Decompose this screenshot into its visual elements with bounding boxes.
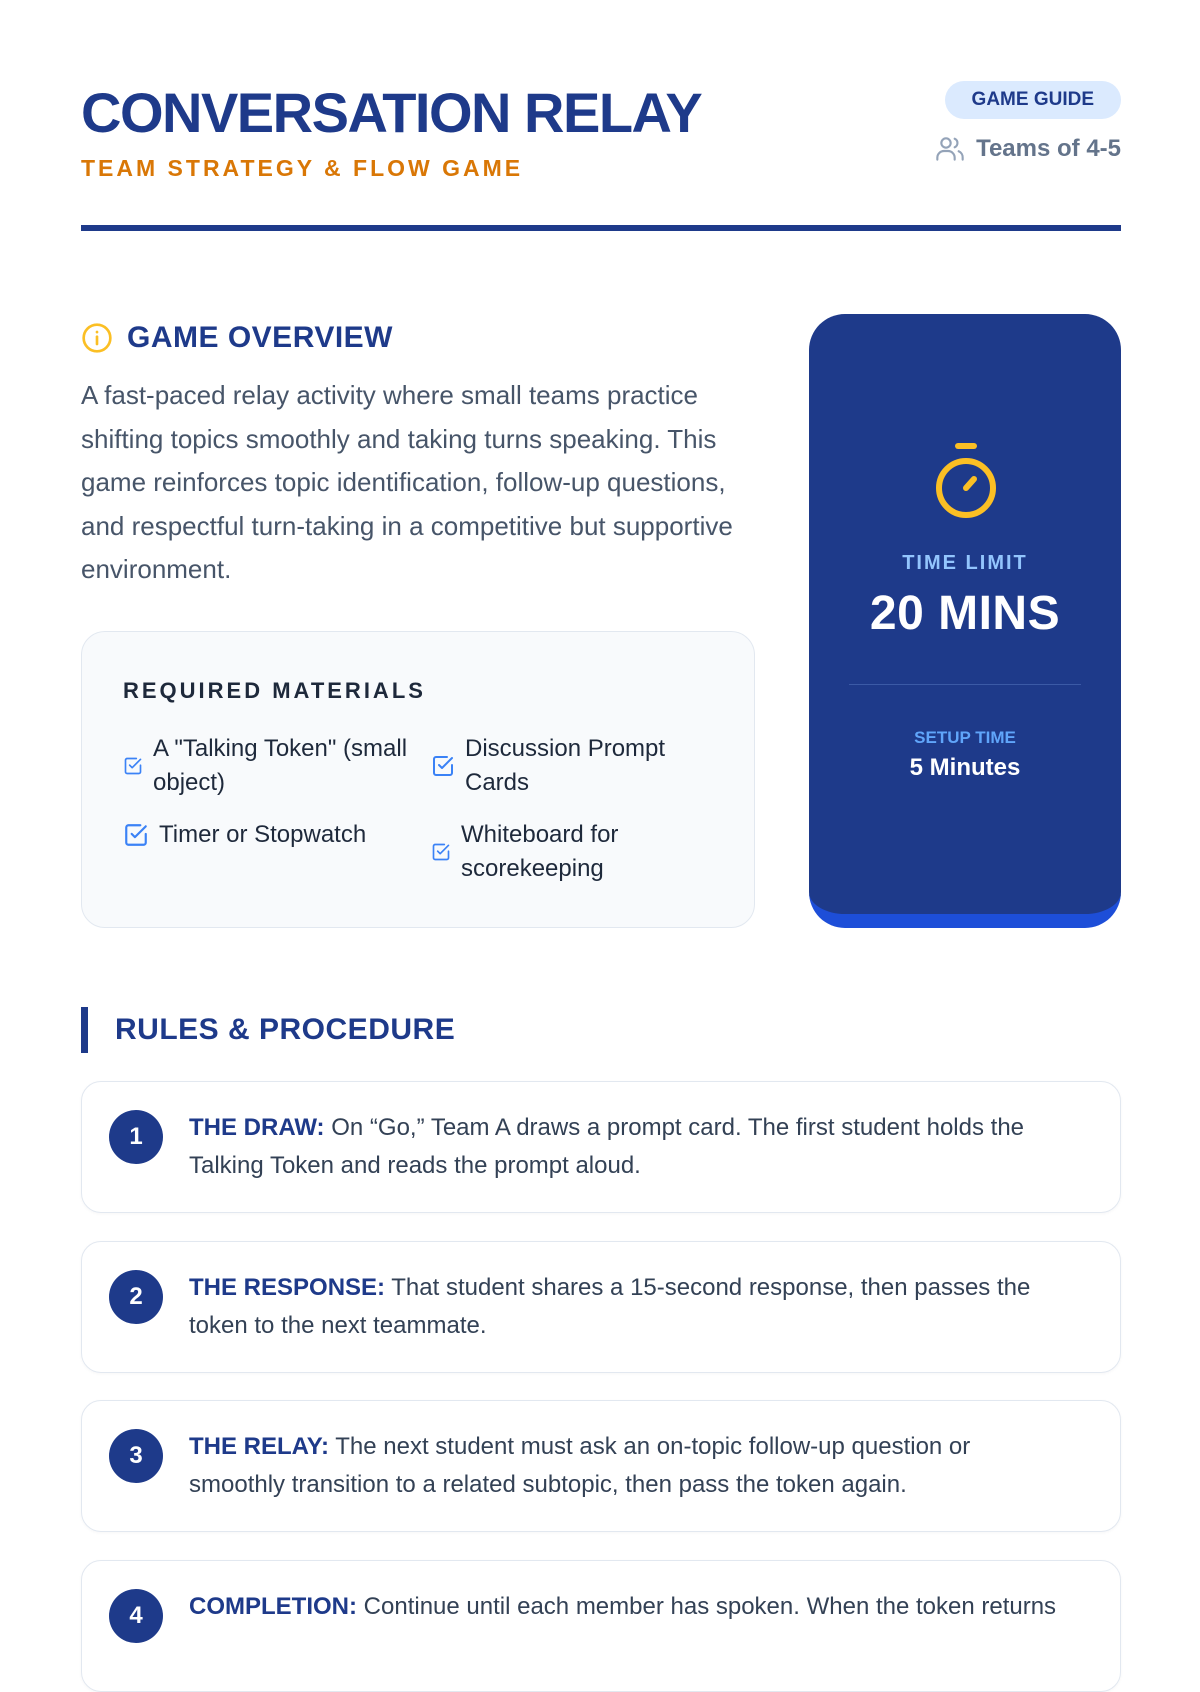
step-number: 4 [109, 1589, 163, 1643]
overview-title: GAME OVERVIEW [127, 321, 393, 354]
materials-card [81, 631, 755, 928]
time-limit-value: 20 MINS [869, 587, 1061, 640]
time-card-divider [849, 684, 1081, 685]
checkbox-icon [123, 822, 149, 848]
users-icon [934, 133, 966, 165]
step-text [189, 1269, 1070, 1345]
step-description: Continue until each member has spoken. When the token returns [357, 1593, 1057, 1620]
setup-time-label: SETUP TIME [914, 728, 1016, 747]
material-item [123, 818, 413, 852]
checkbox-icon [123, 756, 143, 776]
step-description: That student shares a 15-second response, then passes the token to the next teammate. [189, 1274, 1031, 1339]
material-label: A "Talking Token" (small object) [153, 735, 408, 796]
time-limit-card [809, 314, 1121, 928]
rules-title: RULES & PROCEDURE [115, 1013, 456, 1046]
material-item [431, 732, 731, 800]
step-text [189, 1428, 1070, 1504]
overview-text: A fast-paced relay activity where small teams practice shifting topics smoothly and taking turns speaking. This game reinforces topic identification, follow-up questions, and respectful turn-taking in a competitive but supportive environment. [81, 380, 733, 584]
header [81, 80, 1121, 235]
step-label: THE RELAY: [189, 1433, 330, 1460]
step-text [189, 1588, 1070, 1626]
step-text [189, 1109, 1070, 1185]
step-number: 3 [109, 1429, 163, 1483]
step-label: COMPLETION: [189, 1593, 357, 1620]
time-limit-label: TIME LIMIT [902, 552, 1028, 574]
stopwatch-icon [934, 442, 998, 520]
rule-step [81, 1241, 1121, 1373]
material-label: Discussion Prompt Cards [465, 735, 666, 796]
step-number: 2 [109, 1270, 163, 1324]
rule-step [81, 1560, 1121, 1692]
overview-heading [81, 318, 393, 358]
step-number: 1 [109, 1110, 163, 1164]
team-size-label: Teams of 4-5 [976, 135, 1121, 162]
rule-step [81, 1400, 1121, 1532]
step-description: The next student must ask an on-topic follow-up question or smoothly transition to a related subtopic, then pass the token again. [189, 1433, 971, 1498]
page-title: CONVERSATION RELAY [81, 81, 702, 144]
info-icon [81, 322, 113, 354]
checkbox-icon [431, 754, 455, 778]
rule-step [81, 1081, 1121, 1213]
step-label: THE RESPONSE: [189, 1274, 386, 1301]
step-label: THE DRAW: [189, 1114, 325, 1141]
step-description: On “Go,” Team A draws a prompt card. The first student holds the Talking Token and reads the prompt aloud. [189, 1114, 1025, 1179]
material-item [123, 732, 413, 800]
header-divider [81, 225, 1121, 231]
rules-accent-bar [81, 1007, 88, 1053]
checkbox-icon [431, 842, 451, 862]
team-size-info [934, 132, 1121, 166]
material-item [431, 818, 731, 886]
setup-time-value: 5 Minutes [909, 754, 1021, 781]
rules-heading [81, 1007, 455, 1053]
game-guide-badge: GAME GUIDE [945, 81, 1121, 119]
material-label: Whiteboard for scorekeeping [461, 821, 619, 882]
material-label: Timer or Stopwatch [159, 821, 367, 848]
page-subtitle: TEAM STRATEGY & FLOW GAME [81, 155, 524, 181]
materials-title: REQUIRED MATERIALS [123, 678, 426, 703]
